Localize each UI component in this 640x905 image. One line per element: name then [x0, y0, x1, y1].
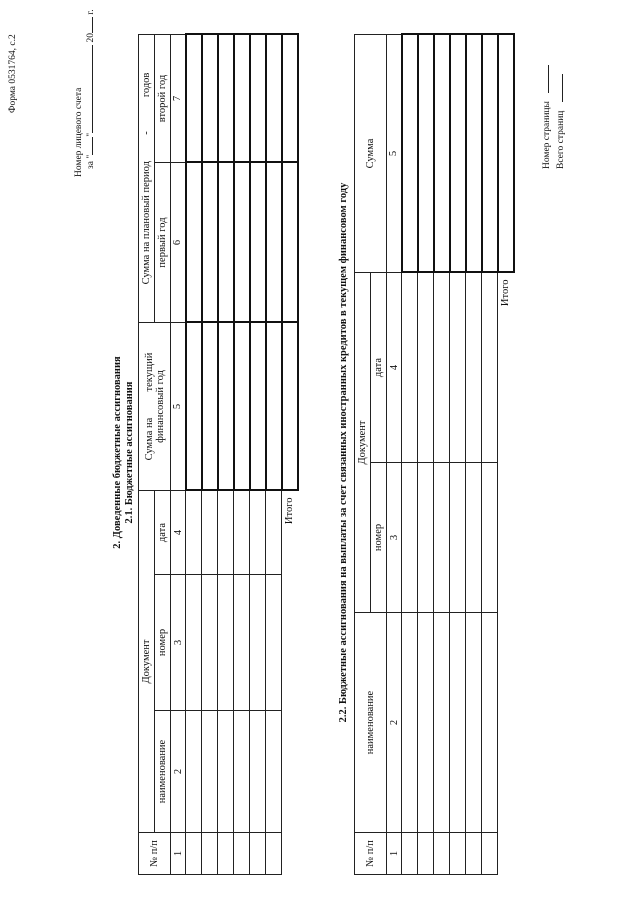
year-prefix: 20 — [86, 33, 96, 43]
page-number-label: Номер страницы — [542, 101, 552, 169]
document-header: Документ — [355, 273, 371, 613]
table-row — [450, 35, 466, 875]
col-num-header: № п/п — [139, 833, 171, 875]
second-year-header: второй год — [155, 35, 171, 163]
table-row — [418, 35, 434, 875]
total-label: Итого — [284, 497, 296, 525]
date-header: дата — [371, 273, 387, 463]
table-row — [250, 35, 266, 875]
total-label: Итого — [500, 279, 512, 307]
column-number-row: 1 2 3 4 5 — [387, 35, 402, 875]
table-row — [234, 35, 250, 875]
total-pages-field — [556, 74, 566, 169]
table-row — [202, 35, 218, 875]
table-row — [266, 35, 282, 875]
date-prefix: за " — [86, 154, 96, 169]
document-header: Документ — [139, 491, 155, 833]
page-number-field — [542, 65, 552, 169]
col-num-header: № п/п — [355, 833, 387, 875]
section-title: 2. Доведенные бюджетные ассигнования — [112, 356, 123, 549]
date-line — [86, 9, 96, 169]
name-header: наименование — [355, 613, 387, 833]
planned-period-header: Сумма на плановый период - годов — [139, 35, 155, 323]
budget-allocations-table — [138, 34, 299, 876]
current-year-sum-header: Сумма на текущий финансовый год — [139, 323, 171, 491]
column-number-row: 1 2 3 4 5 6 7 — [171, 35, 186, 875]
table-row — [402, 35, 418, 875]
table-row — [482, 35, 498, 875]
number-header: номер — [155, 575, 171, 711]
table-row — [218, 35, 234, 875]
sum-header: Сумма — [355, 35, 387, 273]
total-row — [498, 35, 514, 875]
date-header: дата — [155, 491, 171, 575]
subsection-1-title: 2.1. Бюджетные ассигнования — [124, 381, 135, 524]
total-pages-label: Всего страниц — [556, 110, 566, 169]
table-row — [186, 35, 202, 875]
name-header: наименование — [155, 711, 171, 833]
date-quote: " — [86, 132, 96, 137]
total-row — [282, 35, 298, 875]
foreign-credit-allocations-table — [354, 34, 515, 876]
subsection-2-title: 2.2. Бюджетные ассигнования на выплаты за счет связанных иностранных кредитов в текущем финансовом году — [338, 182, 349, 723]
first-year-header: первый год — [155, 163, 171, 323]
year-suffix: г. — [86, 9, 96, 15]
number-header: номер — [371, 463, 387, 613]
form-code: Форма 0531764, с.2 — [8, 34, 18, 113]
table-row — [466, 35, 482, 875]
table-row — [434, 35, 450, 875]
account-number-label: Номер лицевого счета — [74, 87, 84, 177]
